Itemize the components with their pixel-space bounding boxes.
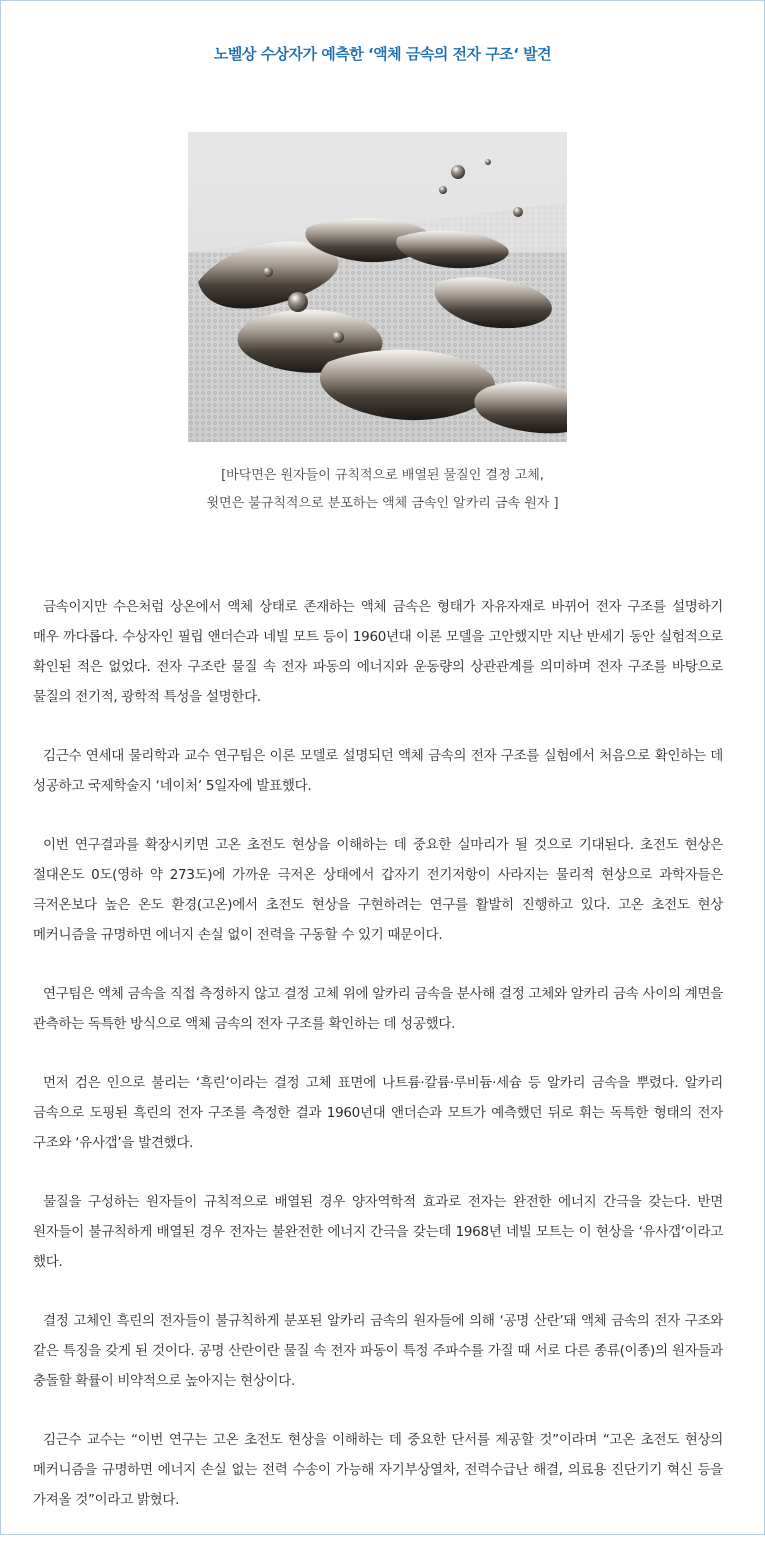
article-paragraph-2: 김근수 연세대 물리학과 교수 연구팀은 이론 모델로 설명되던 액체 금속의 전자 구조를 실험에서 처음으로 확인하는 데 성공하고 국제학술지 ‘네이처’ 5일자에 발표했다. <box>33 748 723 794</box>
article-paragraph-1: 금속이지만 수은처럼 상온에서 액체 상태로 존재하는 액체 금속은 형태가 자유자재로 바뀌어 전자 구조를 설명하기 매우 까다롭다. 수상자인 필립 앤더슨과 네빌 모트 등이 1960년대 이론 모델을 고안했지만 지난 반세기 동안 실험적으로 확인된 적은 없었다. 전자 구조란 물질 속 전자 파동의 에너지와 운동량의 상관관계를 의미하며 전자 구조를 바탕으로 물질의 전기적, 광학적 특성을 설명한다. <box>33 599 723 705</box>
article-body <box>33 592 723 1544</box>
figure-caption-line-2: 윗면은 불규칙적으로 분포하는 액체 금속인 알카리 금속 원자 ] <box>206 496 559 511</box>
article-paragraph-5: 먼저 검은 인으로 불리는 ‘흑린’이라는 결정 고체 표면에 나트륨·칼륨·루비듐·세슘 등 알카리 금속을 뿌렸다. 알카리 금속으로 도핑된 흑린의 전자 구조를 측정한 결과 1960년대 앤더슨과 모트가 예측했던 뒤로 휘는 독특한 형태의 전자 구조와 ‘유사갭’을 발견했다. <box>33 1075 723 1151</box>
article-title: 노벨상 수상자가 예측한 ‘액체 금속의 전자 구조‘ 발견 <box>213 45 552 63</box>
figure-caption <box>1 462 764 518</box>
article-paragraph-8: 김근수 교수는 “이번 연구는 고온 초전도 현상을 이해하는 데 중요한 단서를 제공할 것”이라며 “고온 초전도 현상의 메커니즘을 규명하면 에너지 손실 없는 전력 수송이 가능해 자기부상열차, 전력수급난 해결, 의료용 진단기기 혁신 등을 가져올 것”이라고 밝혔다. <box>33 1432 723 1508</box>
article-paragraph-3: 이번 연구결과를 확장시키면 고온 초전도 현상을 이해하는 데 중요한 실마리가 될 것으로 기대된다. 초전도 현상은 절대온도 0도(영하 약 273도)에 가까운 극저온 상태에서 갑자기 전기저항이 사라지는 물리적 현상으로 과학자들은 극저온보다 높은 온도 환경(고온)에서 초전도 현상을 구현하려는 연구를 활발히 진행하고 있다. 고온 초전도 현상 메커니즘을 규명하면 에너지 손실 없이 전력을 구동할 수 있기 때문이다. <box>33 837 723 943</box>
article-paragraph-6: 물질을 구성하는 원자들이 규칙적으로 배열된 경우 양자역학적 효과로 전자는 완전한 에너지 간극을 갖는다. 반면 원자들이 불규칙하게 배열된 경우 전자는 불완전한 에너지 간극을 갖는데 1968년 네빌 모트는 이 현상을 ‘유사갭’이라고 했다. <box>33 1194 723 1270</box>
liquid-metal-figure-image <box>188 132 567 442</box>
article-paragraph-4: 연구팀은 액체 금속을 직접 측정하지 않고 결정 고체 위에 알카리 금속을 분사해 결정 고체와 알카리 금속 사이의 계면을 관측하는 독특한 방식으로 액체 금속의 전자 구조를 확인하는 데 성공했다. <box>33 986 723 1032</box>
article-paragraph-7: 결정 고체인 흑린의 전자들이 불규칙하게 분포된 알카리 금속의 원자들에 의해 ‘공명 산란’돼 액체 금속의 전자 구조와 같은 특징을 갖게 된 것이다. 공명 산란이란 물질 속 전자 파동이 특정 주파수를 가질 때 서로 다른 종류(이종)의 원자들과 충돌할 확률이 비약적으로 높아지는 현상이다. <box>33 1313 723 1389</box>
figure-caption-line-1: [바닥면은 원자들이 규칙적으로 배열된 물질인 결정 고체, <box>221 468 544 483</box>
